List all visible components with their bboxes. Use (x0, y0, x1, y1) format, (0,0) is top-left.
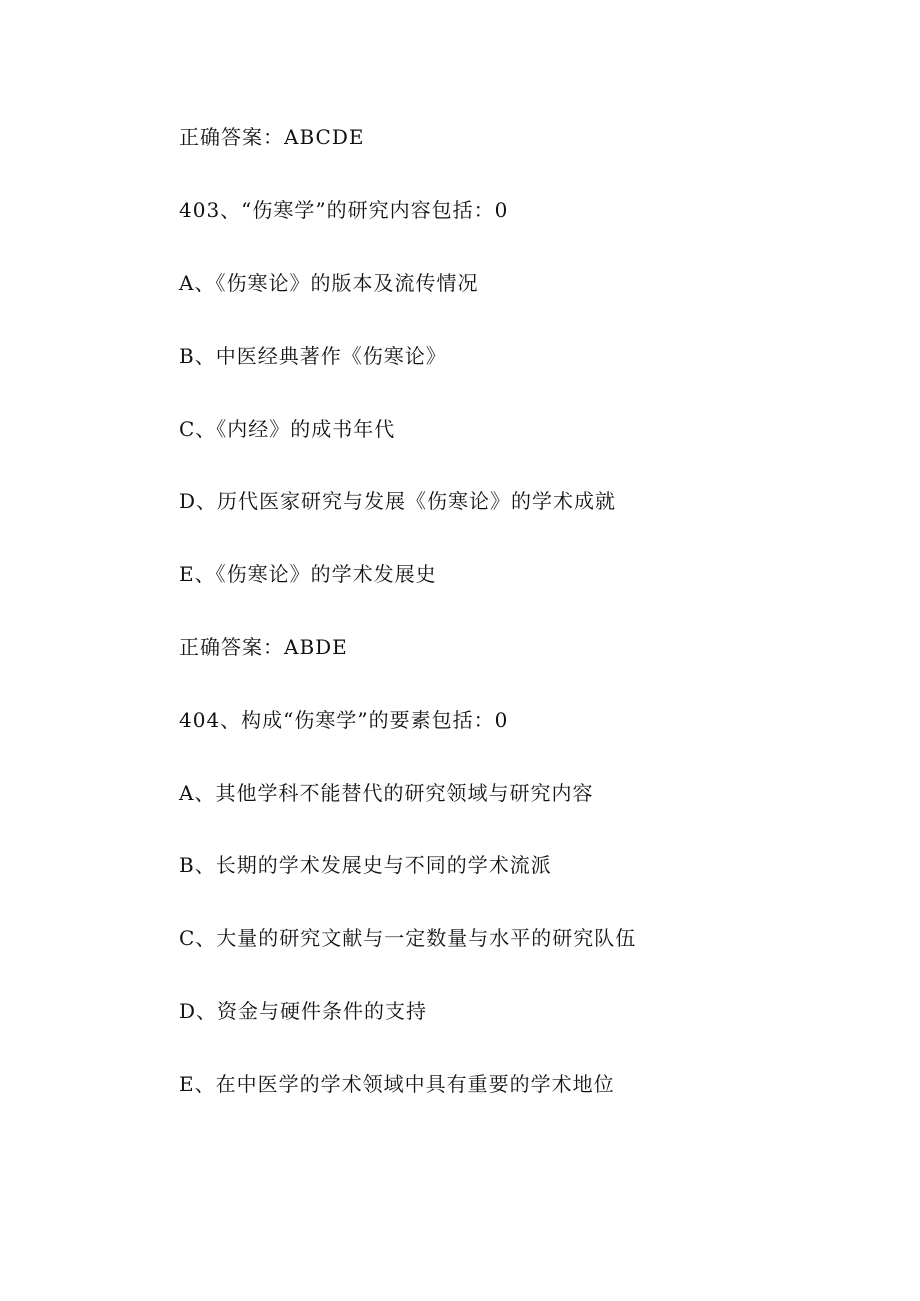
option-e: E、《伤寒论》的学术发展史 (179, 562, 437, 586)
option-d: D、历代医家研究与发展《伤寒论》的学术成就 (179, 489, 617, 513)
question-404: 404、构成“伤寒学”的要素包括：0 (179, 708, 509, 732)
option-b: B、中医经典著作《伤寒论》 (179, 344, 447, 368)
question-403: 403、“伤寒学”的研究内容包括：0 (179, 198, 509, 222)
option-a: A、其他学科不能替代的研究领域与研究内容 (179, 781, 594, 805)
option-a: A、《伤寒论》的版本及流传情况 (179, 271, 479, 295)
option-b: B、长期的学术发展史与不同的学术流派 (179, 853, 552, 877)
answer-line: 正确答案：ABCDE (179, 125, 365, 149)
answer-line: 正确答案：ABDE (179, 635, 348, 659)
option-d: D、资金与硬件条件的支持 (179, 999, 428, 1023)
option-e: E、在中医学的学术领域中具有重要的学术地位 (179, 1072, 615, 1096)
option-c: C、大量的研究文献与一定数量与水平的研究队伍 (179, 926, 637, 950)
option-c: C、《内经》的成书年代 (179, 417, 396, 441)
